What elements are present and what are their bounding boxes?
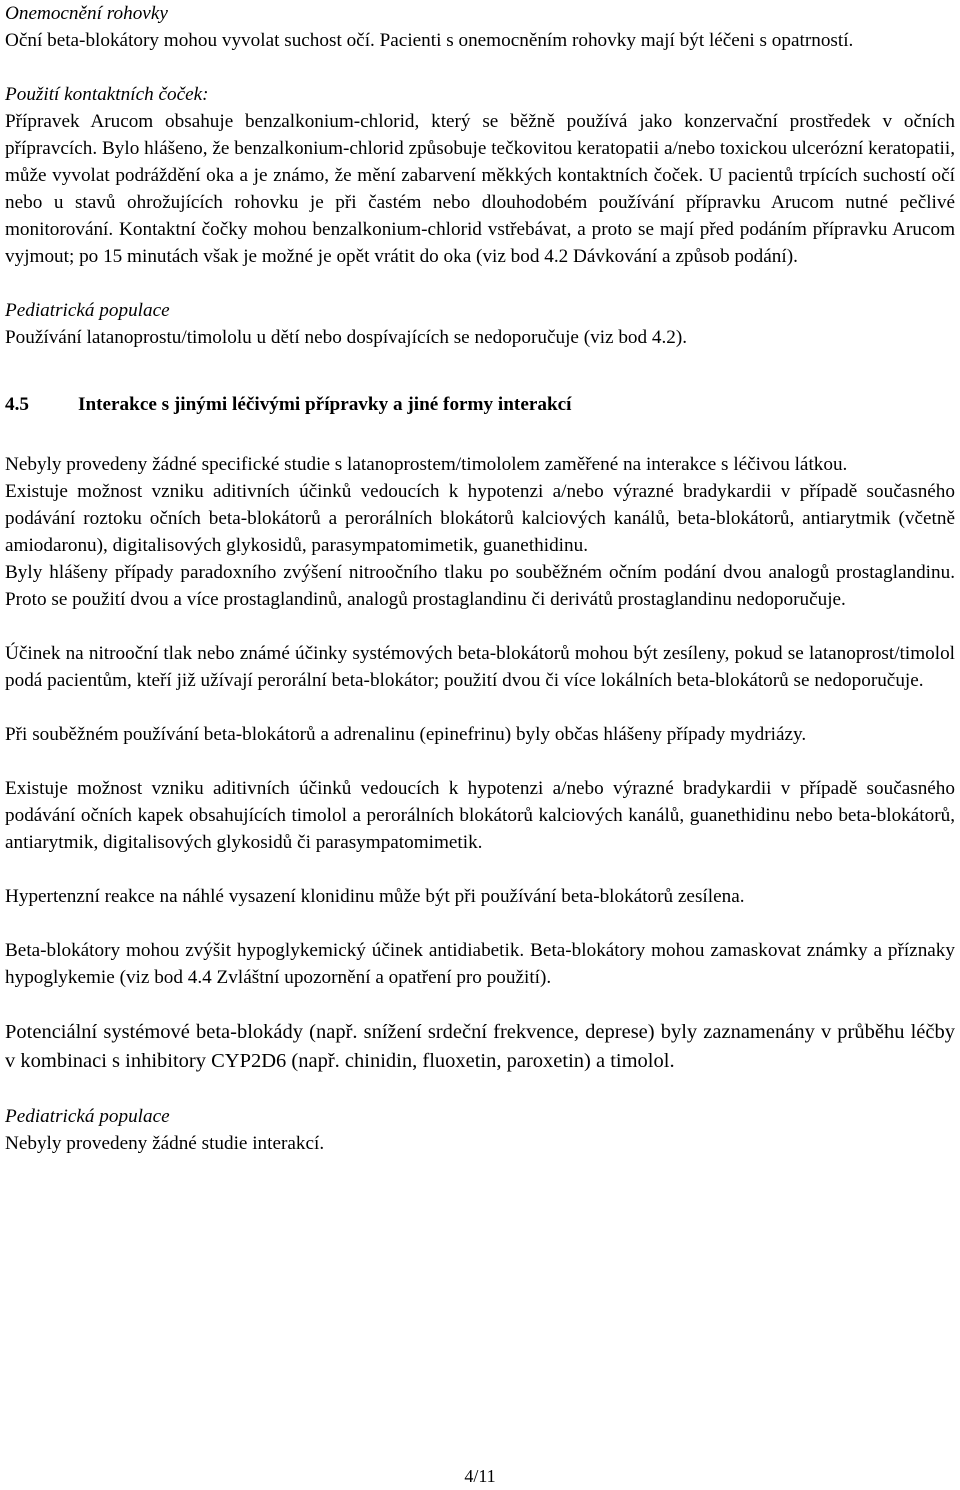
heading-pediatricka-populace-2: Pediatrická populace (5, 1106, 170, 1127)
paragraph-kontaktni-cocky: Přípravek Arucom obsahuje benzalkonium-chlorid, který se běžně používá jako konzervační prostředek v očních přípravcích. Bylo hlášeno, že benzalkonium-chlorid způsobuje tečkovitou keratopatii a/nebo toxickou ulcerózní keratopatii, může vyvolat podráždění oka a je známo, že mění zabarvení měkkých kontaktních čoček. U pacientů trpících suchostí očí nebo u stavů ohrožujících rohovku je při častém nebo dlouhodobém používání přípravku Arucom nutné pečlivé monitorování. Kontaktní čočky mohou benzalkonium-chlorid vstřebávat, a proto se mají před podáním přípravku Arucom vyjmout; po 15 minutách však je možné je opět vrátit do oka (viz bod 4.2 Dávkování a způsob podání). (5, 111, 955, 267)
paragraph-interakce-2: Existuje možnost vzniku aditivních účinků vedoucích k hypotenzi a/nebo výrazné bradykardii v případě současného podávání roztoku očních beta-blokátorů a perorálních blokátorů kalciových kanálů, beta-blokátorů, antiarytmik (včetně amiodaronu), digitalisových glykosidů, parasympatomimetik, guanethidinu. (5, 481, 955, 556)
document-page (5, 0, 955, 1157)
paragraph-interakce-7: Hypertenzní reakce na náhlé vysazení klonidinu může být při používání beta-blokátorů zesílena. (5, 886, 745, 907)
paragraph-interakce-3: Byly hlášeny případy paradoxního zvýšení nitroočního tlaku po souběžném očním podání dvou analogů prostaglandinu. Proto se použití dvou a více prostaglandinů, analogů prostaglandinu či derivátů prostaglandinu nedoporučuje. (5, 562, 955, 610)
paragraph-rohovka: Oční beta-blokátory mohou vyvolat suchost očí. Pacienti s onemocněním rohovky mají být léčeni s opatrností. (5, 30, 854, 51)
heading-pediatricka-populace: Pediatrická populace (5, 300, 170, 321)
paragraph-interakce-9: Potenciální systémové beta-blokády (např. snížení srdeční frekvence, deprese) byly zaznamenány v průběhu léčby v kombinaci s inhibitory CYP2D6 (např. chinidin, fluoxetin, paroxetin) a timolol. (5, 1021, 955, 1072)
paragraph-interakce-1: Nebyly provedeny žádné specifické studie s latanoprostem/timololem zaměřené na interakce s léčivou látkou. (5, 454, 848, 475)
paragraph-interakce-5: Při souběžném používání beta-blokátorů a adrenalinu (epinefrinu) byly občas hlášeny případy mydriázy. (5, 724, 807, 745)
paragraph-interakce-6: Existuje možnost vzniku aditivních účinků vedoucích k hypotenzi a/nebo výrazné bradykardii v případě současného podávání očních kapek obsahujících timolol a perorálních blokátorů kalciových kanálů, guanethidinu nebo beta-blokátorů, antiarytmik, digitalisových glykosidů či parasympatomimetik. (5, 778, 955, 853)
paragraph-pediatricka-populace-2: Nebyly provedeny žádné studie interakcí. (5, 1133, 325, 1154)
page-number: 4/11 (464, 1466, 496, 1486)
heading-onemocneni-rohovky: Onemocnění rohovky (5, 3, 168, 24)
paragraph-pediatricka-populace: Používání latanoprostu/timololu u dětí nebo dospívajících se nedoporučuje (viz bod 4.2). (5, 327, 688, 348)
section-title: Interakce s jinými léčivými přípravky a jiné formy interakcí (78, 394, 572, 415)
heading-kontaktni-cocky: Použití kontaktních čoček: (5, 84, 209, 105)
section-number: 4.5 (5, 394, 29, 415)
paragraph-interakce-8: Beta-blokátory mohou zvýšit hypoglykemický účinek antidiabetik. Beta-blokátory mohou zamaskovat známky a příznaky hypoglykemie (viz bod 4.4 Zvláštní upozornění a opatření pro použití). (5, 940, 955, 988)
paragraph-interakce-4: Účinek na nitrooční tlak nebo známé účinky systémových beta-blokátorů mohou být zesíleny, pokud se latanoprost/timolol podá pacientům, kteří již užívají perorální beta-blokátor; použití dvou či více lokálních beta-blokátorů se nedoporučuje. (5, 643, 955, 691)
section-heading-4-5 (5, 391, 955, 418)
